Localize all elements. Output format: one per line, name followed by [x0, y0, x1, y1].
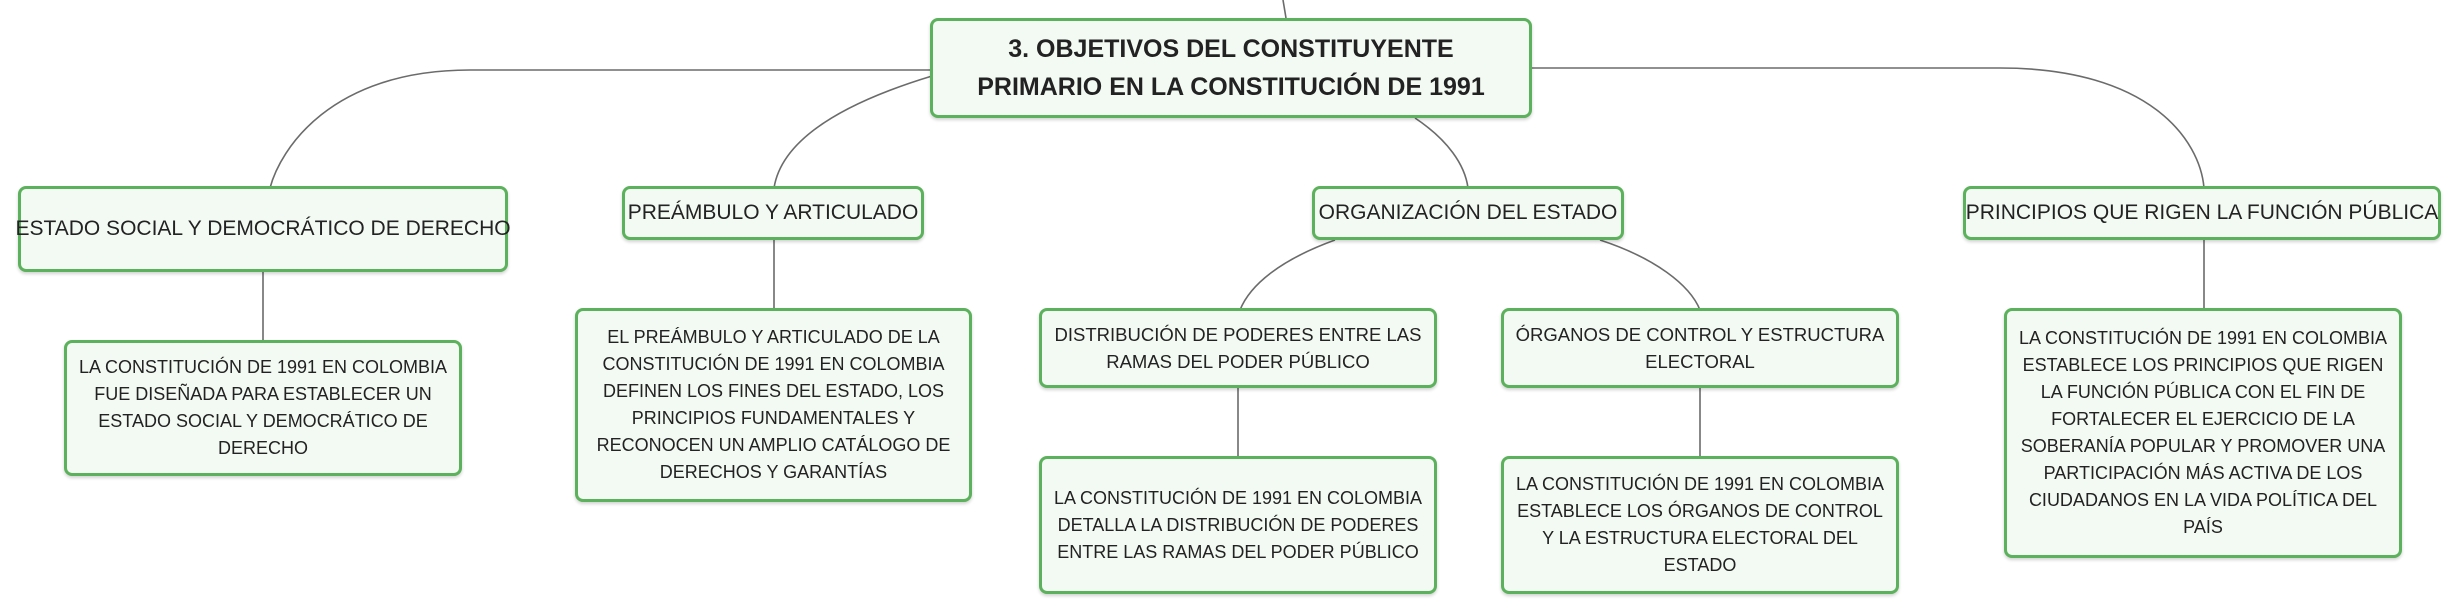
subtopic-organos-detail-text: LA CONSTITUCIÓN DE 1991 EN COLOMBIA ESTABLECE LOS ÓRGANOS DE CONTROL Y LA ESTRUCTURA ELECTORAL DEL ESTADO	[1515, 474, 1885, 575]
connector-organizacion-distribucion	[1240, 240, 1335, 310]
connector-root-top	[1283, 0, 1286, 18]
topic-preambulo[interactable]	[622, 186, 924, 240]
topic-estado-social[interactable]	[15, 186, 511, 272]
subtopic-distribucion-detail-text: LA CONSTITUCIÓN DE 1991 EN COLOMBIA DETALLA LA DISTRIBUCIÓN DE PODERES ENTRE LAS RAMAS DEL PODER PÚBLICO	[1053, 487, 1423, 562]
subtopic-principios-detail-text: LA CONSTITUCIÓN DE 1991 EN COLOMBIA ESTABLECE LOS PRINCIPIOS QUE RIGEN LA FUNCIÓN PÚBLICA CON EL FIN DE FORTALECER EL EJERCICIO DE LA SOBERANÍA POPULAR Y PROMOVER UNA PARTICIPACIÓN MÁS ACTIVA DE LOS CIUDADANOS EN LA VIDA POLÍTICA DEL PAÍS	[2018, 328, 2388, 537]
connector-root-preambulo	[774, 76, 932, 188]
connector-root-principios	[1530, 68, 2204, 188]
subtopic-organos-label: ÓRGANOS DE CONTROL Y ESTRUCTURA ELECTORAL	[1515, 324, 1885, 372]
subtopic-distribucion-detail[interactable]	[1039, 456, 1437, 594]
subtopic-preambulo-detail-text: EL PREÁMBULO Y ARTICULADO DE LA CONSTITUCIÓN DE 1991 EN COLOMBIA DEFINEN LOS FINES DEL ESTADO, LOS PRINCIPIOS FUNDAMENTALES Y RECONOCEN UN AMPLIO CATÁLOGO DE DERECHOS Y GARANTÍAS	[596, 327, 951, 482]
topic-preambulo-label: PREÁMBULO Y ARTICULADO	[627, 201, 919, 224]
subtopic-estado-social-detail[interactable]	[64, 340, 462, 476]
topic-principios[interactable]	[1963, 186, 2441, 240]
subtopic-estado-social-detail-text: LA CONSTITUCIÓN DE 1991 EN COLOMBIA FUE DISEÑADA PARA ESTABLECER UN ESTADO SOCIAL Y DEMOCRÁTICO DE DERECHO	[78, 357, 448, 458]
topic-organizacion[interactable]	[1312, 186, 1624, 240]
subtopic-organos[interactable]	[1501, 308, 1899, 388]
root-topic-label: 3. OBJETIVOS DEL CONSTITUYENTE PRIMARIO EN LA CONSTITUCIÓN DE 1991	[977, 35, 1485, 101]
subtopic-distribucion-label: DISTRIBUCIÓN DE PODERES ENTRE LAS RAMAS DEL PODER PÚBLICO	[1054, 324, 1422, 372]
topic-principios-label: PRINCIPIOS QUE RIGEN LA FUNCIÓN PÚBLICA	[1965, 201, 2439, 224]
connector-root-organizacion	[1415, 118, 1468, 188]
topic-estado-social-label: ESTADO SOCIAL Y DEMOCRÁTICO DE DERECHO	[15, 217, 511, 240]
subtopic-organos-detail[interactable]	[1501, 456, 1899, 594]
root-topic[interactable]	[930, 18, 1532, 118]
connector-root-estado-social	[270, 70, 932, 188]
subtopic-principios-detail[interactable]	[2004, 308, 2402, 558]
connector-organizacion-organos	[1600, 240, 1700, 310]
subtopic-preambulo-detail[interactable]	[575, 308, 972, 502]
subtopic-distribucion[interactable]	[1039, 308, 1437, 388]
topic-organizacion-label: ORGANIZACIÓN DEL ESTADO	[1318, 201, 1618, 224]
